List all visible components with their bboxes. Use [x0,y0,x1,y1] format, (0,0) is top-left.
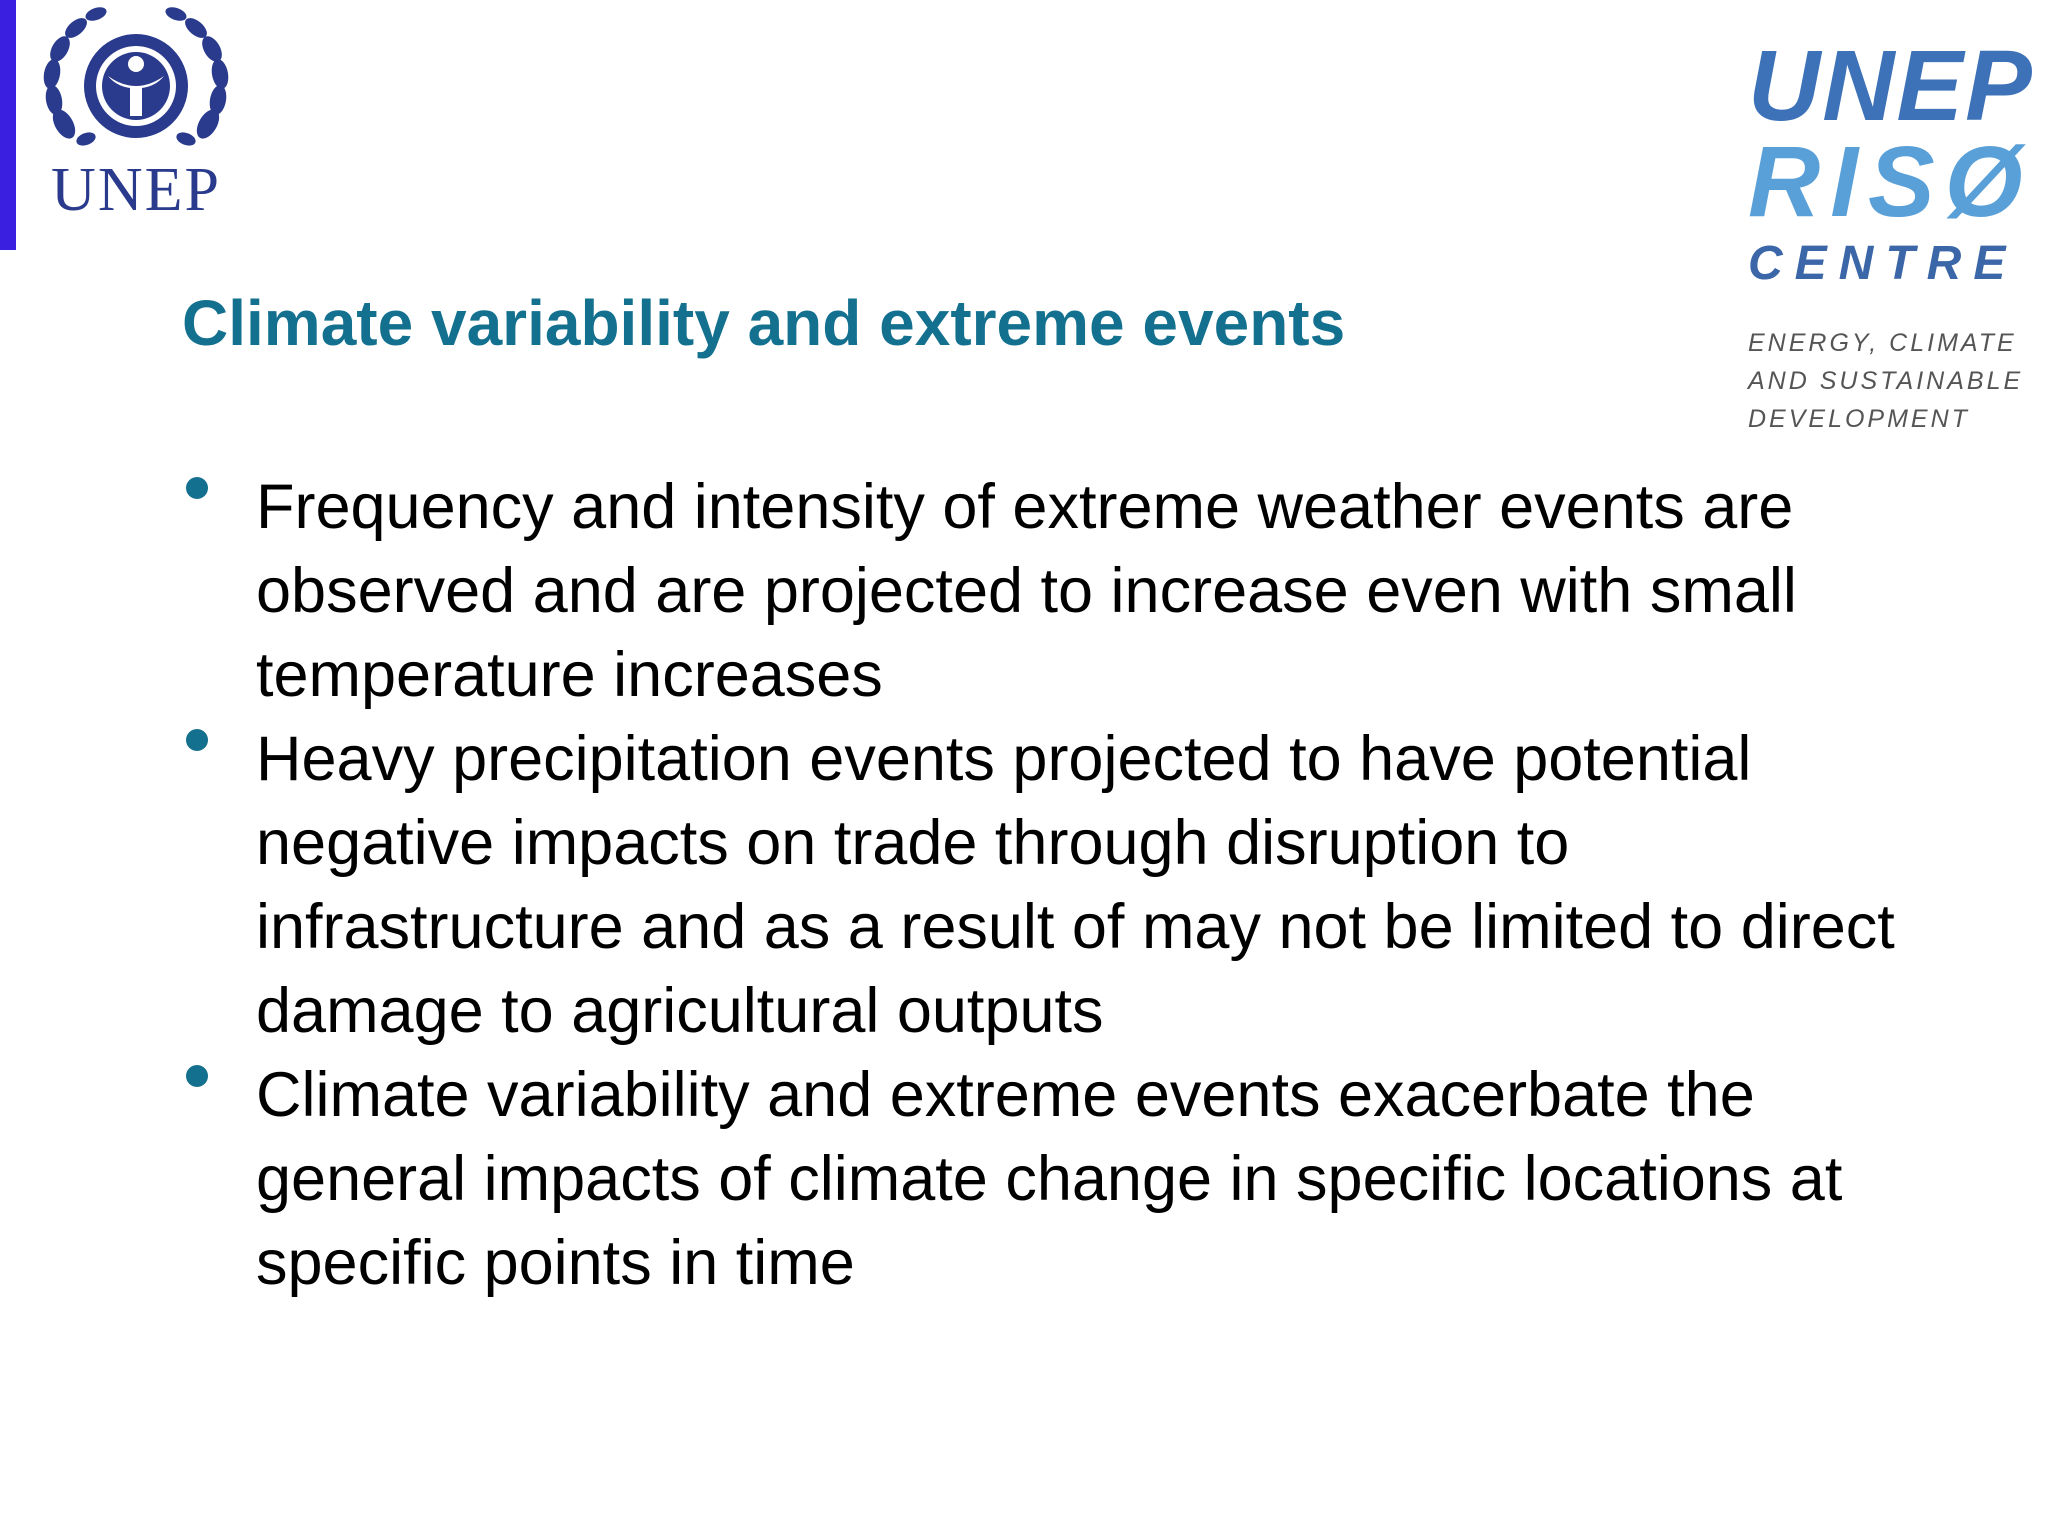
riso-logo-line-centre: CENTRE [1748,237,2018,290]
riso-logo-tagline [1748,324,2038,438]
bullet-list [172,465,1932,1305]
riso-logo-line-unep: UNEP [1748,30,2034,142]
bullet-item [172,1053,1932,1305]
riso-tagline-line: ENERGY, CLIMATE [1748,329,2017,357]
bullet-item [172,465,1932,717]
riso-logo-line-riso: RISØ [1748,126,2033,238]
riso-tagline-line: AND SUSTAINABLE [1748,367,2024,395]
riso-tagline-line: DEVELOPMENT [1748,405,1970,433]
unep-logo-text: UNEP [51,156,221,224]
bullet-dot-icon [186,1065,208,1087]
bullet-item [172,717,1932,1053]
bullet-dot-icon [186,729,208,751]
bullet-dot-icon [186,477,208,499]
slide-title: Climate variability and extreme events [182,287,1346,359]
left-accent-bar [0,0,16,250]
bullet-text: Frequency and intensity of extreme weather events are observed and are projected to increase even with small temperature increases [256,472,1797,710]
bullet-text: Climate variability and extreme events exacerbate the general impacts of climate change in specific locations at specific points in time [256,1060,1843,1298]
unep-riso-centre-logo [1748,30,2038,433]
bullet-text: Heavy precipitation events projected to have potential negative impacts on trade through disruption to infrastructure and as a result of may not be limited to direct damage to agricultural outputs [256,724,1895,1046]
unep-logo [36,4,236,229]
unep-emblem-icon [36,4,236,164]
